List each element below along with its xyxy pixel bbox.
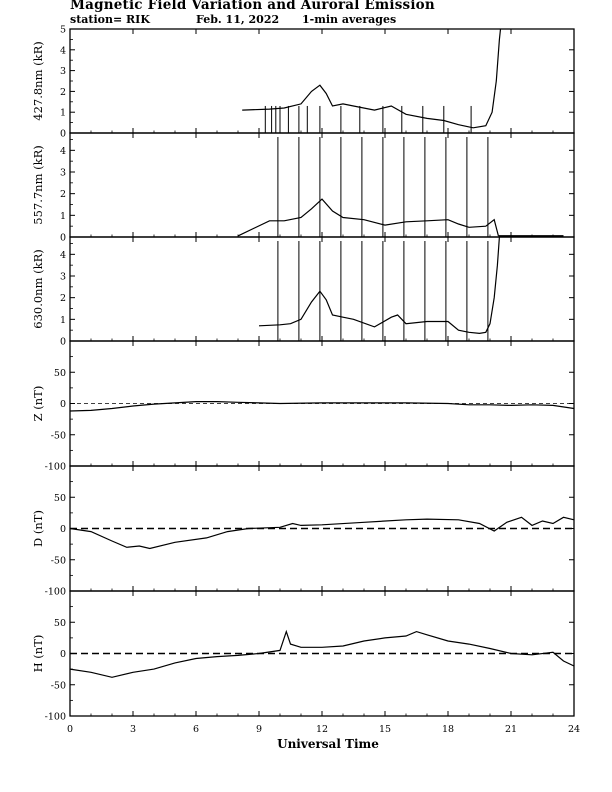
panel-1-ytick-label: 2 <box>59 189 66 201</box>
panel-1-ytick-label: 1 <box>59 210 66 222</box>
panel-3-series <box>70 402 574 411</box>
date-label: Feb. 11, 2022 <box>196 13 280 26</box>
panel-0-ytick-label: 4 <box>59 45 66 57</box>
panel-3-ytick-label: 0 <box>59 399 66 410</box>
panel-0-ylabel: 427.8nm (kR) <box>31 41 45 121</box>
panel-5-frame <box>70 591 574 716</box>
x-tick-label: 18 <box>441 724 455 735</box>
x-tick-label: 6 <box>192 724 200 735</box>
panel-2-ytick-label: 3 <box>59 271 66 283</box>
panel-1-series <box>238 199 498 236</box>
panel-5-ytick-label: 0 <box>59 649 66 660</box>
panel-3-ytick-label: -50 <box>50 430 66 442</box>
panel-0-ytick-label: 3 <box>59 66 66 78</box>
panel-0-series <box>242 29 500 128</box>
panel-3-ytick-label: -100 <box>44 461 66 473</box>
x-tick-label: 12 <box>315 724 329 735</box>
x-tick-label: 0 <box>66 724 74 735</box>
panel-2-series <box>259 237 499 333</box>
panel-2-ytick-label: 2 <box>59 293 66 305</box>
panel-0-ytick-label: 0 <box>59 128 66 140</box>
panel-5-ytick-label: -100 <box>44 711 66 723</box>
panel-0-ytick-label: 1 <box>59 107 66 119</box>
panel-4-series <box>70 517 574 548</box>
panel-2-ylabel: 630.0nm (kR) <box>31 249 45 329</box>
x-axis-label: Universal Time <box>277 737 379 751</box>
averaging-label: 1-min averages <box>302 13 397 26</box>
station-label: station= RIK <box>70 13 150 26</box>
panel-1-ytick-label: 4 <box>59 145 66 157</box>
panel-5-ytick-label: -50 <box>50 680 66 692</box>
panel-0-ytick-label: 5 <box>59 24 66 36</box>
panel-5-series <box>70 632 574 678</box>
panel-1-ytick-label: 3 <box>59 167 66 179</box>
panel-4-ytick-label: 0 <box>59 524 66 535</box>
panel-0-frame <box>70 29 574 133</box>
panel-5-ytick-label: 50 <box>53 617 66 629</box>
x-tick-label: 9 <box>255 724 263 735</box>
panel-1-ylabel: 557.7nm (kR) <box>31 145 45 225</box>
panel-3-ytick-label: 50 <box>53 367 66 379</box>
panel-2-ytick-label: 1 <box>59 314 66 326</box>
panel-4-ytick-label: -50 <box>50 555 66 567</box>
x-tick-label: 24 <box>567 724 581 735</box>
chart-title: Magnetic Field Variation and Auroral Emission <box>70 0 435 13</box>
panel-5-ylabel: H (nT) <box>31 634 45 673</box>
x-tick-label: 15 <box>378 724 392 735</box>
panel-2-ytick-label: 0 <box>59 336 66 348</box>
panel-4-ytick-label: 50 <box>53 492 66 504</box>
panel-1-ytick-label: 0 <box>59 232 66 244</box>
x-tick-label: 3 <box>129 724 137 735</box>
panel-2-ytick-label: 4 <box>59 249 66 261</box>
panel-0-ytick-label: 2 <box>59 86 66 98</box>
panel-3-ylabel: Z (nT) <box>31 385 45 422</box>
panel-4-ytick-label: -100 <box>44 586 66 598</box>
x-tick-label: 21 <box>504 724 518 735</box>
panel-4-ylabel: D (nT) <box>31 510 45 547</box>
panel-1-frame <box>70 133 574 237</box>
